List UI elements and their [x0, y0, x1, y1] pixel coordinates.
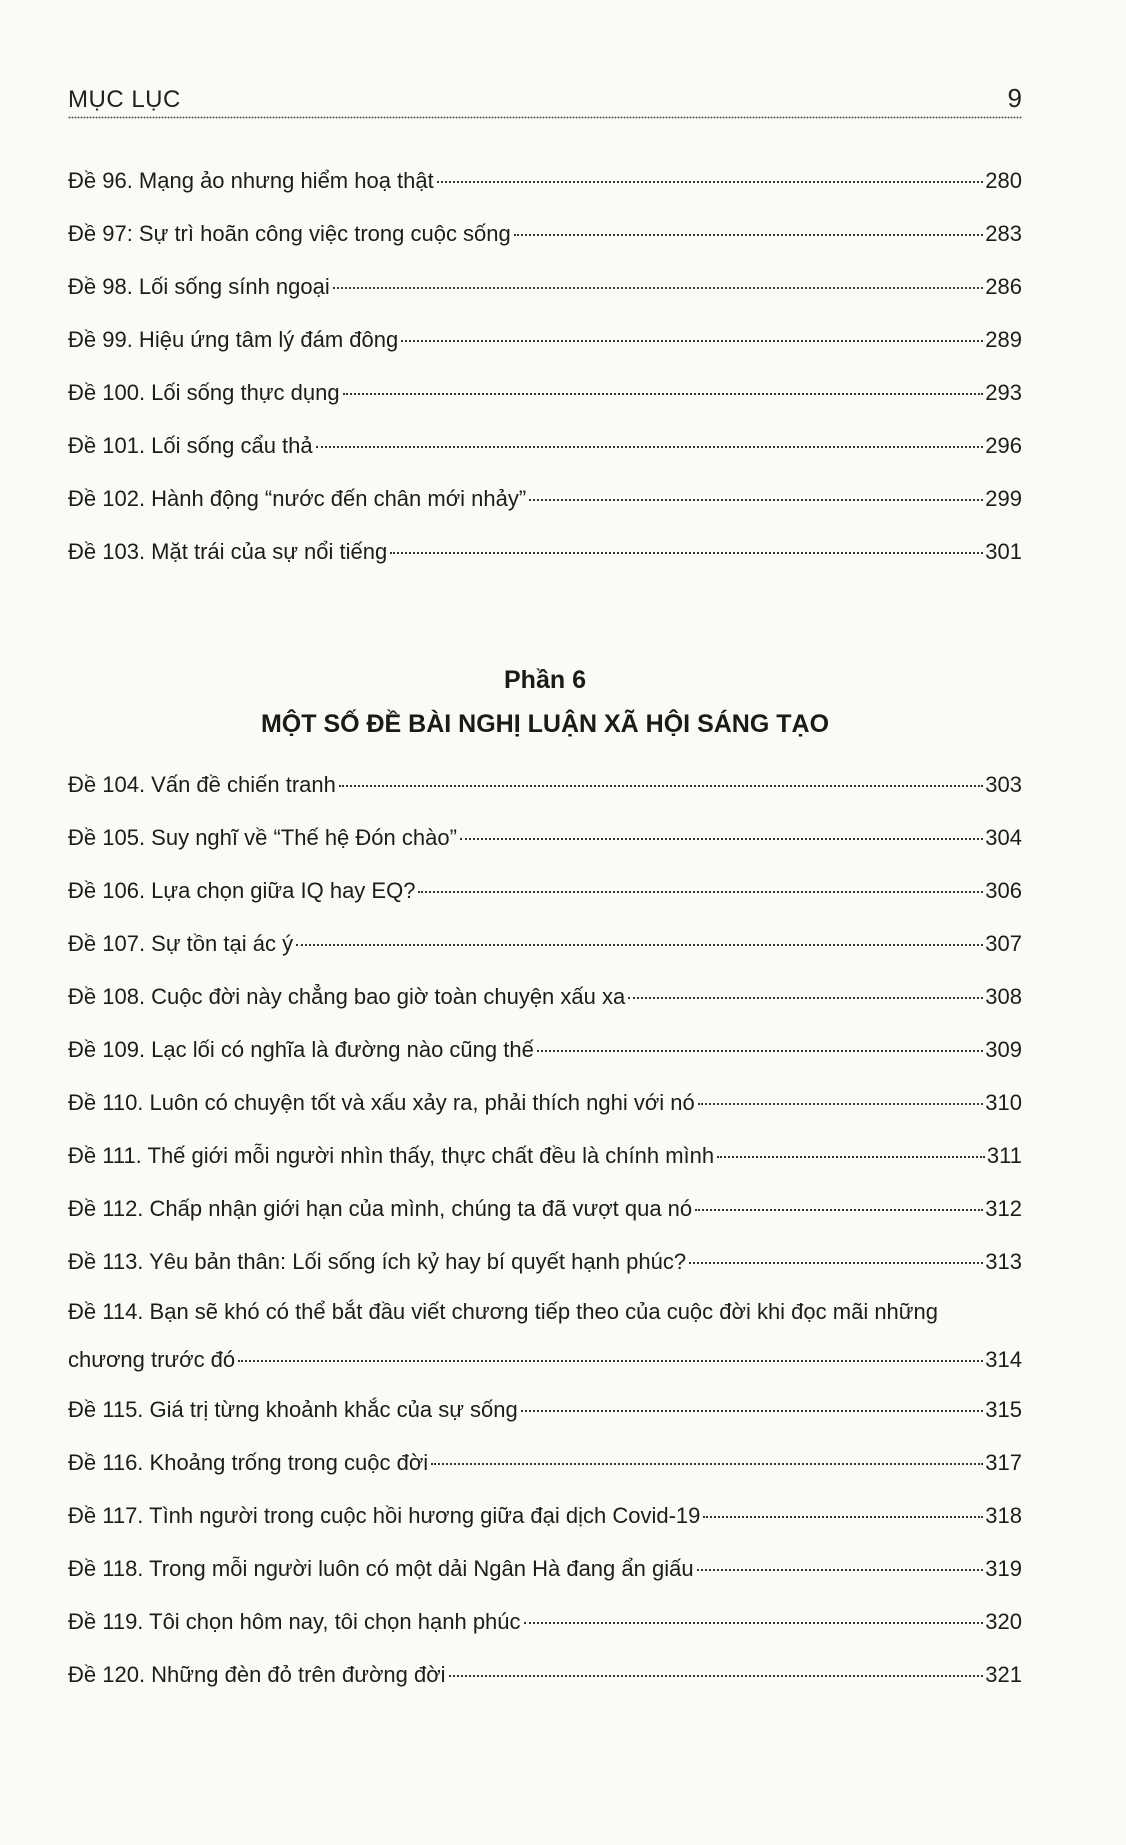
- toc-entry-label: Đề 104. Vấn đề chiến tranh: [68, 772, 336, 797]
- toc-entry-label: Đề 106. Lựa chọn giữa IQ hay EQ?: [68, 878, 416, 903]
- toc-entry[interactable]: [68, 379, 1022, 407]
- dot-leader: [401, 340, 983, 342]
- toc-entry-label: Đề 107. Sự tồn tại ác ý: [68, 931, 294, 956]
- toc-entry[interactable]: [68, 167, 1022, 195]
- toc-entry[interactable]: [68, 983, 1022, 1011]
- toc-entry[interactable]: [68, 1608, 1022, 1636]
- toc-entry[interactable]: [68, 538, 1022, 566]
- section-part-label: Phần 6: [504, 666, 586, 694]
- toc-entry-page: 320: [985, 1609, 1022, 1634]
- toc-entry[interactable]: [68, 1248, 1022, 1276]
- toc-entry-page: 317: [985, 1450, 1022, 1475]
- toc-entry-page: 289: [985, 327, 1022, 352]
- dot-leader: [521, 1410, 984, 1412]
- toc-entry-label: Đề 114. Bạn sẽ khó có thể bắt đầu viết chương tiếp theo của cuộc đời khi đọc mãi những: [68, 1299, 938, 1324]
- running-header: [68, 78, 1022, 114]
- toc-entry-page: 296: [985, 433, 1022, 458]
- toc-entry-label: Đề 119. Tôi chọn hôm nay, tôi chọn hạnh phúc: [68, 1609, 521, 1634]
- toc-entry-page: 307: [985, 931, 1022, 956]
- toc-entry[interactable]: [68, 485, 1022, 513]
- dot-leader: [333, 287, 984, 289]
- toc-entry[interactable]: [68, 1502, 1022, 1530]
- toc-entry[interactable]: [68, 1089, 1022, 1117]
- toc-entry-page: 308: [985, 984, 1022, 1009]
- toc-entry-label: Đề 97: Sự trì hoãn công việc trong cuộc sống: [68, 221, 511, 246]
- toc-entry[interactable]: [68, 1195, 1022, 1223]
- toc-entry-page: 318: [985, 1503, 1022, 1528]
- toc-entry-label: Đề 100. Lối sống thực dụng: [68, 380, 340, 405]
- toc-entry-label: Đề 111. Thế giới mỗi người nhìn thấy, thực chất đều là chính mình: [68, 1143, 715, 1168]
- page-number: 9: [1007, 83, 1022, 113]
- toc-entry-page: 315: [985, 1397, 1022, 1422]
- dot-leader: [717, 1156, 985, 1158]
- toc-entry[interactable]: [68, 326, 1022, 354]
- toc-entry-label: Đề 101. Lối sống cẩu thả: [68, 433, 313, 458]
- section-title: MỘT SỐ ĐỀ BÀI NGHỊ LUẬN XÃ HỘI SÁNG TẠO: [260, 710, 830, 738]
- toc-entry[interactable]: [68, 877, 1022, 905]
- dot-leader: [431, 1463, 983, 1465]
- toc-entry-page: 311: [986, 1143, 1022, 1168]
- toc-entry-page: 321: [985, 1662, 1022, 1687]
- header-title: MỤC LỤC: [68, 86, 181, 113]
- toc-entry[interactable]: [68, 220, 1022, 248]
- dot-leader: [316, 446, 984, 448]
- toc-entry-label: Đề 115. Giá trị từng khoảnh khắc của sự sống: [68, 1397, 518, 1422]
- toc-entry[interactable]: [68, 824, 1022, 852]
- header-divider: [68, 116, 1022, 122]
- toc-entry-label: Đề 98. Lối sống sính ngoại: [68, 274, 330, 299]
- toc-entry-label: Đề 117. Tình người trong cuộc hồi hương giữa đại dịch Covid-19: [68, 1503, 701, 1528]
- dot-leader: [449, 1675, 984, 1677]
- toc-entry-label: Đề 116. Khoảng trống trong cuộc đời: [68, 1450, 429, 1475]
- dot-leader: [343, 393, 984, 395]
- dot-leader: [339, 785, 983, 787]
- toc-entry-label: Đề 112. Chấp nhận giới hạn của mình, chúng ta đã vượt qua nó: [68, 1196, 693, 1221]
- dot-leader: [695, 1209, 983, 1211]
- toc-entry-page: 293: [985, 380, 1022, 405]
- toc-entry-label: Đề 108. Cuộc đời này chẳng bao giờ toàn chuyện xấu xa: [68, 984, 626, 1009]
- toc-entry-label: Đề 102. Hành động “nước đến chân mới nhảy”: [68, 486, 527, 511]
- toc-entry-page: 319: [985, 1556, 1022, 1581]
- dot-leader: [689, 1262, 983, 1264]
- toc-entry-page: 286: [985, 274, 1022, 299]
- dot-leader: [296, 944, 983, 946]
- toc-entry[interactable]: [68, 432, 1022, 460]
- toc-entry-label-continued: chương trước đó: [68, 1347, 236, 1372]
- dot-leader: [514, 234, 984, 236]
- toc-entry-label: Đề 110. Luôn có chuyện tốt và xấu xảy ra, phải thích nghi với nó: [68, 1090, 695, 1115]
- toc-entry[interactable]: [68, 273, 1022, 301]
- toc-entry-page: 303: [985, 772, 1022, 797]
- toc-entry[interactable]: [68, 1298, 1022, 1374]
- toc-entry-page: 299: [985, 486, 1022, 511]
- dot-leader: [418, 891, 983, 893]
- toc-entry-page: 301: [985, 539, 1022, 564]
- dot-leader: [698, 1103, 984, 1105]
- toc-entry-page: 306: [985, 878, 1022, 903]
- dot-leader: [529, 499, 983, 501]
- toc-entry-label: Đề 103. Mặt trái của sự nổi tiếng: [68, 539, 388, 564]
- toc-entry-page: 309: [985, 1037, 1022, 1062]
- toc-entry[interactable]: [68, 1555, 1022, 1583]
- dot-leader: [460, 838, 983, 840]
- toc-entry-page: 312: [985, 1196, 1022, 1221]
- dot-leader: [697, 1569, 984, 1571]
- toc-entry[interactable]: [68, 1036, 1022, 1064]
- dot-leader: [238, 1360, 983, 1362]
- toc-entry-label: Đề 99. Hiệu ứng tâm lý đám đông: [68, 327, 399, 352]
- toc-entry[interactable]: [68, 1396, 1022, 1424]
- dot-leader: [628, 997, 983, 999]
- toc-entry-page: 304: [985, 825, 1022, 850]
- toc-entry[interactable]: [68, 1142, 1022, 1170]
- dot-leader: [437, 181, 984, 183]
- toc-entry-label: Đề 113. Yêu bản thân: Lối sống ích kỷ hay bí quyết hạnh phúc?: [68, 1249, 687, 1274]
- toc-entry[interactable]: [68, 1449, 1022, 1477]
- dot-leader: [524, 1622, 984, 1624]
- toc-entry[interactable]: [68, 771, 1022, 799]
- toc-entry-label: Đề 109. Lạc lối có nghĩa là đường nào cũng thế: [68, 1037, 534, 1062]
- dot-leader: [390, 552, 983, 554]
- toc-entry-page: 314: [985, 1347, 1022, 1372]
- toc-entry[interactable]: [68, 930, 1022, 958]
- toc-entry-label: Đề 118. Trong mỗi người luôn có một dải Ngân Hà đang ẩn giấu: [68, 1556, 694, 1581]
- dot-leader: [703, 1516, 983, 1518]
- toc-entry-page: 313: [985, 1249, 1022, 1274]
- toc-entry-label: Đề 96. Mạng ảo nhưng hiểm hoạ thật: [68, 168, 434, 193]
- toc-entry[interactable]: [68, 1661, 1022, 1689]
- toc-entry-label: Đề 120. Những đèn đỏ trên đường đời: [68, 1662, 446, 1687]
- toc-entry-page: 310: [985, 1090, 1022, 1115]
- dot-leader: [537, 1050, 983, 1052]
- toc-entry-label: Đề 105. Suy nghĩ về “Thế hệ Đón chào”: [68, 825, 457, 850]
- toc-entry-page: 280: [985, 168, 1022, 193]
- toc-entry-page: 283: [985, 221, 1022, 246]
